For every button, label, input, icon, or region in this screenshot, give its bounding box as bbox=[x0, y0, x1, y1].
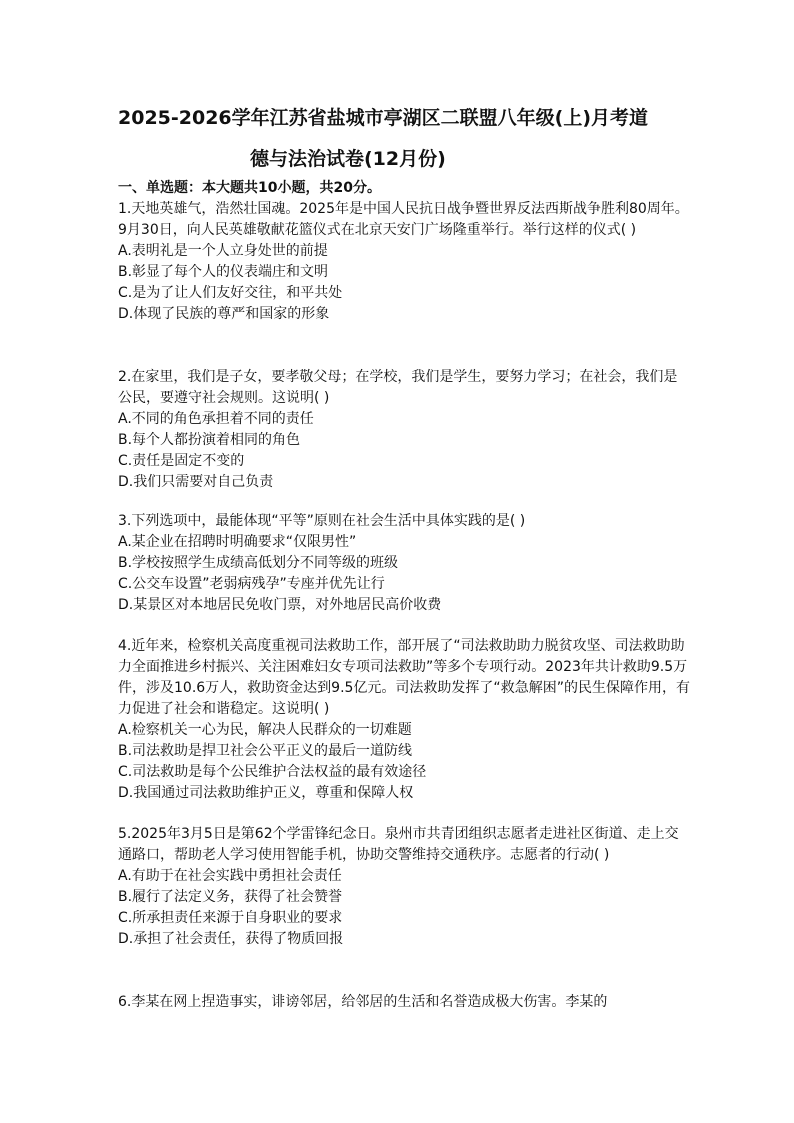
option-d: D.体现了民族的尊严和国家的形象 bbox=[118, 306, 330, 322]
option-d: D.某景区对本地居民免收门票，对外地居民高价收费 bbox=[118, 597, 442, 613]
option-c: C.公交车设置”老弱病残孕”专座并优先让行 bbox=[118, 576, 385, 592]
exam-title-line1: 2025-2026学年江苏省盐城市亭湖区二联盟八年级(上)月考道 bbox=[118, 107, 649, 129]
exam-title-line2: 德与法治试卷(12月份) bbox=[250, 148, 446, 170]
option-b: B.彰显了每个人的仪表端庄和文明 bbox=[118, 264, 329, 280]
option-a: A.有助于在社会实践中勇担社会责任 bbox=[118, 868, 342, 884]
option-d: D.承担了社会责任，获得了物质回报 bbox=[118, 931, 344, 947]
question-5 bbox=[118, 824, 690, 950]
question-1 bbox=[118, 199, 690, 325]
question-stem: 2.在家里，我们是子女，要孝敬父母；在学校，我们是学生，要努力学习；在社会，我们是公民，要遵守社会规则。这说明( ) bbox=[118, 369, 678, 406]
option-d: D.我们只需要对自己负责 bbox=[118, 474, 274, 490]
option-c: C.责任是固定不变的 bbox=[118, 453, 245, 469]
question-6 bbox=[118, 992, 690, 1013]
option-c: C.司法救助是每个公民维护合法权益的最有效途径 bbox=[118, 764, 427, 780]
question-3 bbox=[118, 511, 690, 616]
question-stem: 4.近年来，检察机关高度重视司法救助工作，部开展了“司法救助助力脱贫攻坚、司法救助助力全面推进乡村振兴、关注困难妇女专项司法救助”等多个专项行动。2023年共计救助9.5万件，涉及10.6万人，救助资金达到9.5亿元。司法救助发挥了“救急解困”的民生保障作用，有力促进了社会和谐稳定。这说明( ) bbox=[118, 638, 690, 717]
option-c: C.是为了让人们友好交往，和平共处 bbox=[118, 285, 343, 301]
option-a: A.检察机关一心为民，解决人民群众的一切难题 bbox=[118, 722, 412, 738]
section-heading: 一、单选题：本大题共10小题，共20分。 bbox=[118, 180, 381, 196]
question-stem: 5.2025年3月5日是第62个学雷锋纪念日。泉州市共青团组织志愿者走进社区街道、走上交通路口，帮助老人学习使用智能手机，协助交警维持交通秩序。志愿者的行动( ) bbox=[118, 826, 679, 863]
question-2 bbox=[118, 367, 690, 493]
question-stem: 1.天地英雄气，浩然壮国魂。2025年是中国人民抗日战争暨世界反法西斯战争胜利80周年。9月30日，向人民英雄敬献花篮仪式在北京天安门广场隆重举行。举行这样的仪式( ) bbox=[118, 201, 689, 238]
option-a: A.某企业在招聘时明确要求“仅限男性” bbox=[118, 534, 357, 550]
option-b: B.司法救助是捍卫社会公平正义的最后一道防线 bbox=[118, 743, 413, 759]
option-d: D.我国通过司法救助维护正义，尊重和保障人权 bbox=[118, 785, 414, 801]
question-stem: 3.下列选项中，最能体现“平等”原则在社会生活中具体实践的是( ) bbox=[118, 513, 526, 529]
option-b: B.履行了法定义务，获得了社会赞誉 bbox=[118, 889, 343, 905]
option-b: B.每个人都扮演着相同的角色 bbox=[118, 432, 301, 448]
question-stem: 6.李某在网上捏造事实，诽谤邻居，给邻居的生活和名誉造成极大伤害。李某的 bbox=[118, 994, 608, 1010]
option-a: A.表明礼是一个人立身处世的前提 bbox=[118, 243, 328, 259]
option-b: B.学校按照学生成绩高低划分不同等级的班级 bbox=[118, 555, 399, 571]
question-4 bbox=[118, 636, 690, 804]
option-c: C.所承担责任来源于自身职业的要求 bbox=[118, 910, 343, 926]
option-a: A.不同的角色承担着不同的责任 bbox=[118, 411, 314, 427]
